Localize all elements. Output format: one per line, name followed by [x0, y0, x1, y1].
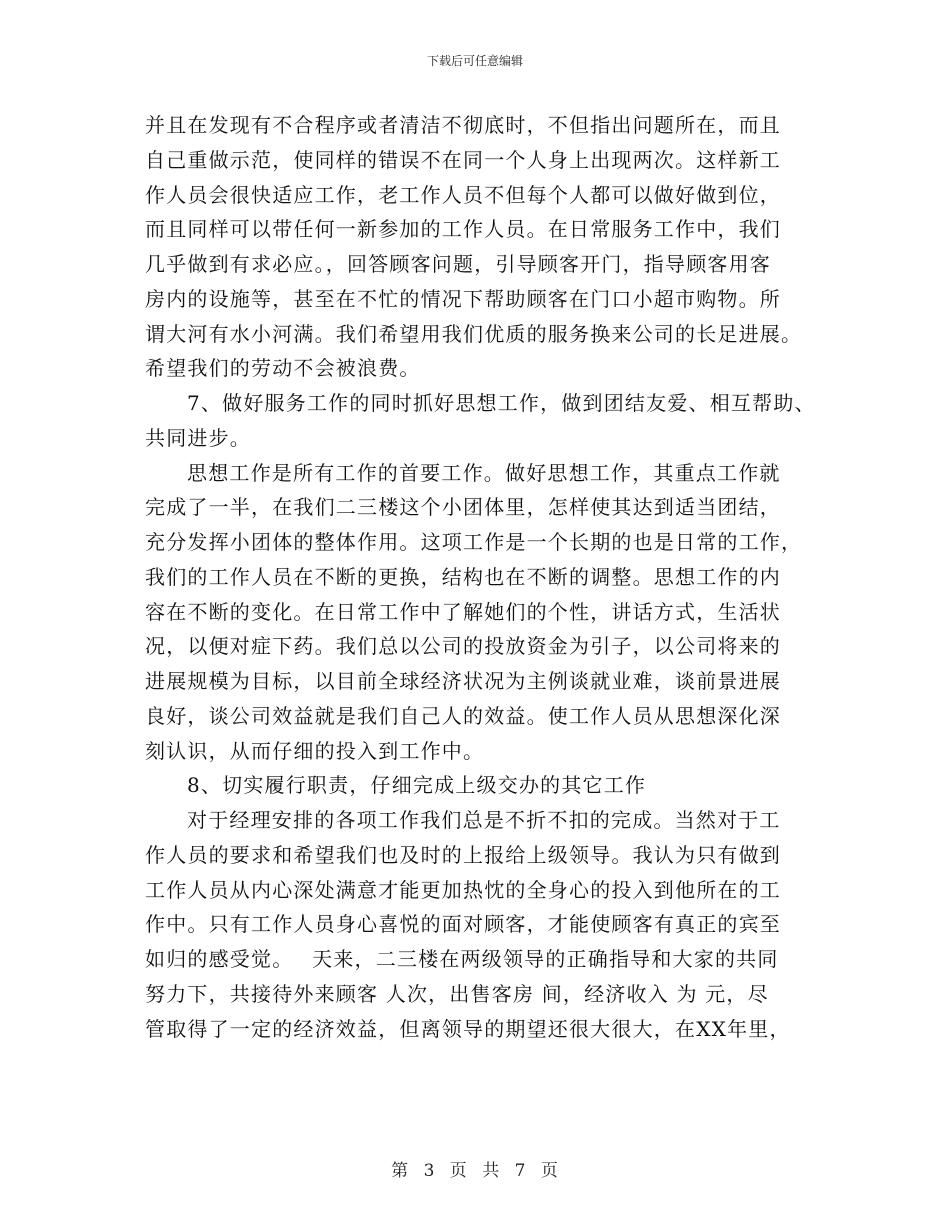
text-line: 完成了一半，在我们二三楼这个小团体里，怎样使其达到适当团结， — [145, 495, 781, 520]
text-line: 作人员的要求和希望我们也及时的上报给上级领导。我认为只有做到 — [145, 842, 781, 867]
footer-total-pages: 7 — [514, 1161, 527, 1181]
document-body — [145, 108, 825, 1046]
text-line: 进展规模为目标，以目前全球经济状况为主例谈就业难，谈前景进展 — [145, 669, 781, 693]
footer-ye: 页 — [449, 1161, 468, 1181]
text-line: 充分发挥小团体的整体作用。这项工作是一个长期的也是日常的工作， — [145, 530, 803, 554]
text-line: 况，以便对症下药。我们总以公司的投放资金为引子，以公司将来的 — [145, 634, 781, 659]
text-line: 谓大河有水小河满。我们希望用我们优质的服务换来公司的长足进展。 — [145, 321, 803, 346]
text-line: 管取得了一定的经济效益，但离领导的期望还很大很大，在XX年里， — [145, 1016, 791, 1041]
text-line: 希望我们的劳动不会被浪费。 — [145, 356, 421, 381]
page-footer — [0, 1156, 950, 1181]
text-line: 良好，谈公司效益就是我们自己人的效益。使工作人员从思想深化深 — [145, 703, 781, 728]
text-line: 工作人员从内心深处满意才能更加热忱的全身心的投入到他所在的工 — [145, 877, 781, 902]
text-line: 刻认识，从而仔细的投入到工作中。 — [145, 738, 485, 763]
text-line: 思想工作是所有工作的首要工作。做好思想工作，其重点工作就 — [187, 460, 781, 485]
footer-di: 第 — [391, 1161, 410, 1181]
text-line: 7、做好服务工作的同时抓好思想工作，做到团结友爱、相互帮助、 — [187, 391, 816, 415]
footer-page-number: 3 — [423, 1161, 436, 1181]
footer-ye2: 页 — [540, 1161, 559, 1181]
text-line: 而且同样可以带任何一新参加的工作人员。在日常服务工作中，我们 — [145, 217, 781, 242]
text-line: 努力下，共接待外来顾客 人次，出售客房 间，经济收入 为 元，尽 — [145, 981, 769, 1006]
page-header: 下载后可任意编辑 — [426, 54, 523, 68]
text-line: 我们的工作人员在不断的更换，结构也在不断的调整。思想工作的内 — [145, 564, 781, 589]
text-line: 房内的设施等，甚至在不忙的情况下帮助顾客在门口小超市购物。所 — [145, 286, 781, 311]
text-line: 容在不断的变化。在日常工作中了解她们的个性，讲话方式，生活状 — [145, 599, 781, 624]
text-line: 作中。只有工作人员身心喜悦的面对顾客，才能使顾客有真正的宾至 — [145, 912, 781, 937]
text-line: 如归的感受觉。 天来，二三楼在两级领导的正确指导和大家的共同 — [145, 947, 779, 971]
text-line: 8、切实履行职责，仔细完成上级交办的其它工作 — [187, 773, 647, 798]
text-line: 作人员会很快适应工作，老工作人员不但每个人都可以做好做到位， — [145, 182, 781, 207]
text-line: 对于经理安排的各项工作我们总是不折不扣的完成。当然对于工 — [187, 808, 781, 832]
text-line: 几乎做到有求必应。，回答顾客问题，引导顾客开门，指导顾客用客 — [145, 252, 771, 276]
footer-gong: 共 — [482, 1161, 501, 1181]
text-line: 并且在发现有不合程序或者清洁不彻底时，不但指出问题所在，而且 — [145, 113, 781, 137]
text-line: 共同进步。 — [145, 425, 251, 450]
text-line: 自己重做示范，使同样的错误不在同一个人身上出现两次。这样新工 — [145, 147, 781, 172]
